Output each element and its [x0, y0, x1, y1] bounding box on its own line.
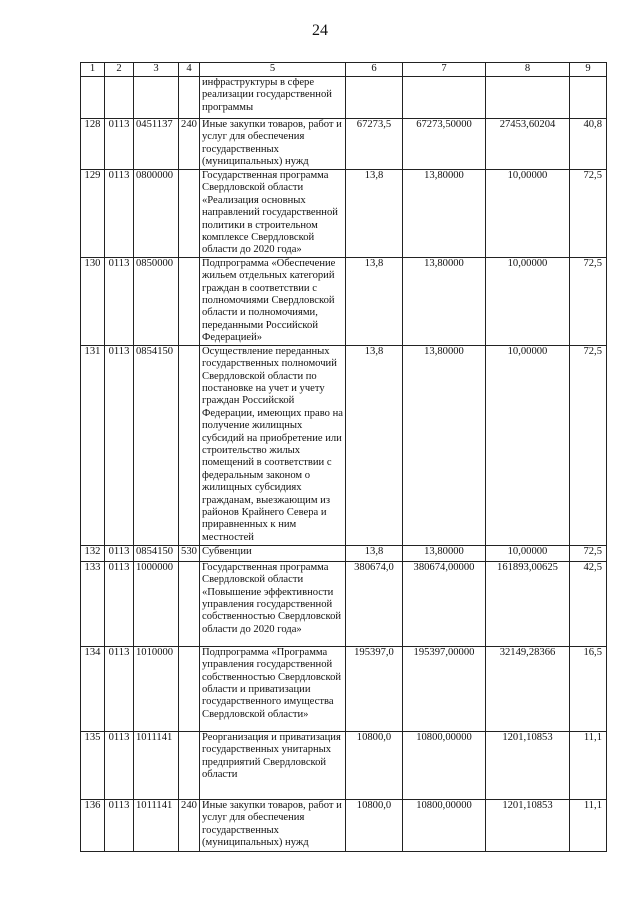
item-name: инфраструктуры в сфере реализации государственной программы: [200, 77, 346, 119]
table-row: [81, 561, 607, 646]
percent-executed: 11,1: [570, 799, 607, 851]
plan-amount: 13,80000: [403, 345, 486, 545]
section-code: 0113: [105, 731, 134, 799]
plan-amount: 13,80000: [403, 170, 486, 258]
table-row: [81, 731, 607, 799]
executed-amount: 10,00000: [486, 170, 570, 258]
annual-plan: 195397,0: [346, 646, 403, 731]
target-code: 1000000: [134, 561, 179, 646]
expense-type-code: 240: [179, 799, 200, 851]
percent-executed: 16,5: [570, 646, 607, 731]
plan-amount: 13,80000: [403, 545, 486, 561]
percent-executed: 72,5: [570, 545, 607, 561]
annual-plan: 13,8: [346, 170, 403, 258]
row-number: 133: [81, 561, 105, 646]
executed-amount: 10,00000: [486, 345, 570, 545]
col-header: 1: [81, 63, 105, 77]
table-row: [81, 799, 607, 851]
percent-executed: 11,1: [570, 731, 607, 799]
budget-table: [80, 62, 607, 852]
target-code: 1010000: [134, 646, 179, 731]
row-number: 130: [81, 257, 105, 345]
item-name: Подпрограмма «Обеспечение жильем отдельных категорий граждан в соответствии с полномочиями Свердловской области и полномочиями, переданными Российской Федерацией»: [200, 257, 346, 345]
item-name: Государственная программа Свердловской области «Реализация основных направлений государственной политики в строительном комплексе Свердловской области до 2020 года»: [200, 170, 346, 258]
expense-type-code: [179, 345, 200, 545]
annual-plan: 13,8: [346, 345, 403, 545]
row-number: 132: [81, 545, 105, 561]
target-code: [134, 77, 179, 119]
section-code: 0113: [105, 799, 134, 851]
row-number: [81, 77, 105, 119]
executed-amount: 10,00000: [486, 545, 570, 561]
target-code: 0800000: [134, 170, 179, 258]
executed-amount: 161893,00625: [486, 561, 570, 646]
table-row: [81, 646, 607, 731]
col-header: 7: [403, 63, 486, 77]
target-code: 0850000: [134, 257, 179, 345]
col-header: 6: [346, 63, 403, 77]
executed-amount: [486, 77, 570, 119]
table-row: [81, 170, 607, 258]
expense-type-code: [179, 257, 200, 345]
item-name: Реорганизация и приватизация государственных унитарных предприятий Свердловской области: [200, 731, 346, 799]
executed-amount: 32149,28366: [486, 646, 570, 731]
row-number: 131: [81, 345, 105, 545]
col-header: 2: [105, 63, 134, 77]
item-name: Иные закупки товаров, работ и услуг для обеспечения государственных (муниципальных) нужд: [200, 119, 346, 170]
executed-amount: 1201,10853: [486, 799, 570, 851]
percent-executed: 72,5: [570, 170, 607, 258]
annual-plan: 13,8: [346, 545, 403, 561]
col-header: 9: [570, 63, 607, 77]
expense-type-code: [179, 731, 200, 799]
table-row: [81, 77, 607, 119]
section-code: 0113: [105, 170, 134, 258]
percent-executed: 40,8: [570, 119, 607, 170]
section-code: 0113: [105, 345, 134, 545]
item-name: Иные закупки товаров, работ и услуг для обеспечения государственных (муниципальных) нужд: [200, 799, 346, 851]
executed-amount: 1201,10853: [486, 731, 570, 799]
item-name: Осуществление переданных государственных полномочий Свердловской области по постановке на учет и учету граждан Российской Федерации, имеющих право на получение жилищных субсидий на приобретение или строительство жилых помещений в соответствии с федеральным законом о жилищных субсидиях гражданам, выезжающим из районов Крайнего Севера и приравненных к ним местностей: [200, 345, 346, 545]
plan-amount: 67273,50000: [403, 119, 486, 170]
expense-type-code: [179, 170, 200, 258]
annual-plan: 13,8: [346, 257, 403, 345]
header-row: [81, 63, 607, 77]
plan-amount: [403, 77, 486, 119]
section-code: 0113: [105, 646, 134, 731]
percent-executed: 42,5: [570, 561, 607, 646]
plan-amount: 10800,00000: [403, 799, 486, 851]
table-row: [81, 119, 607, 170]
percent-executed: 72,5: [570, 257, 607, 345]
annual-plan: 67273,5: [346, 119, 403, 170]
table-row: [81, 545, 607, 561]
page-number: 24: [312, 22, 328, 39]
plan-amount: 10800,00000: [403, 731, 486, 799]
section-code: 0113: [105, 561, 134, 646]
row-number: 129: [81, 170, 105, 258]
target-code: 0854150: [134, 345, 179, 545]
item-name: Государственная программа Свердловской области «Повышение эффективности управления государственной собственностью Свердловской области до 2020 года»: [200, 561, 346, 646]
row-number: 128: [81, 119, 105, 170]
section-code: [105, 77, 134, 119]
row-number: 136: [81, 799, 105, 851]
row-number: 135: [81, 731, 105, 799]
plan-amount: 195397,00000: [403, 646, 486, 731]
target-code: 0451137: [134, 119, 179, 170]
col-header: 5: [200, 63, 346, 77]
annual-plan: 10800,0: [346, 799, 403, 851]
target-code: 1011141: [134, 799, 179, 851]
percent-executed: [570, 77, 607, 119]
target-code: 1011141: [134, 731, 179, 799]
expense-type-code: 530: [179, 545, 200, 561]
col-header: 3: [134, 63, 179, 77]
plan-amount: 13,80000: [403, 257, 486, 345]
section-code: 0113: [105, 545, 134, 561]
item-name: Субвенции: [200, 545, 346, 561]
percent-executed: 72,5: [570, 345, 607, 545]
expense-type-code: 240: [179, 119, 200, 170]
section-code: 0113: [105, 119, 134, 170]
table-row: [81, 345, 607, 545]
plan-amount: 380674,00000: [403, 561, 486, 646]
col-header: 4: [179, 63, 200, 77]
executed-amount: 10,00000: [486, 257, 570, 345]
col-header: 8: [486, 63, 570, 77]
expense-type-code: [179, 561, 200, 646]
target-code: 0854150: [134, 545, 179, 561]
executed-amount: 27453,60204: [486, 119, 570, 170]
row-number: 134: [81, 646, 105, 731]
annual-plan: 10800,0: [346, 731, 403, 799]
section-code: 0113: [105, 257, 134, 345]
annual-plan: [346, 77, 403, 119]
item-name: Подпрограмма «Программа управления государственной собственностью Свердловской области и приватизации государственного имущества Свердловской области»: [200, 646, 346, 731]
annual-plan: 380674,0: [346, 561, 403, 646]
expense-type-code: [179, 646, 200, 731]
expense-type-code: [179, 77, 200, 119]
table-row: [81, 257, 607, 345]
